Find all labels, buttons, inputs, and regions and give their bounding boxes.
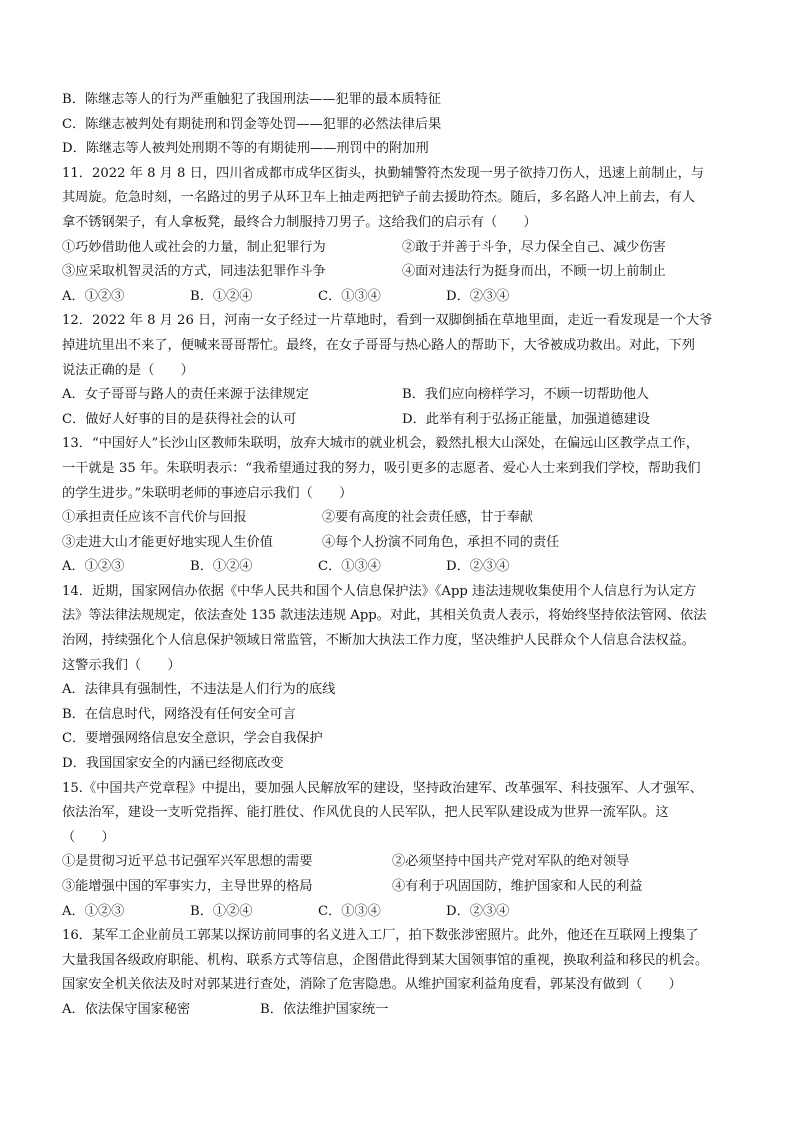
exam-page xyxy=(62,88,742,1023)
q16-option-a: A．依法保守国家秘密 xyxy=(62,1001,191,1017)
q14-option-b: B．在信息时代，网络没有任何安全可言 xyxy=(62,706,296,722)
q11-statement-3: ③应采取机智灵活的方式，同违法犯罪作斗争 xyxy=(62,264,326,280)
q15-choice-c: C．①③④ xyxy=(318,903,381,919)
q15-choice-b: B．①②④ xyxy=(190,903,253,919)
q16-options-row1 xyxy=(62,998,742,1023)
q12-stem-line2: 掉进坑里出不来了，便喊来哥哥帮忙。最终，在女子哥哥与热心路人的帮助下，大爷被成功救出。对此，下列 xyxy=(62,337,695,353)
q13-statement-2: ②要有高度的社会责任感，甘于奉献 xyxy=(322,510,533,526)
q12-option-a: A．女子哥哥与路人的责任来源于法律规定 xyxy=(62,387,309,403)
q15-choice-d: D．②③④ xyxy=(446,903,510,919)
q11-statements-row2 xyxy=(62,260,742,285)
q14-option-c: C．要增强网络信息安全意识，学会自我保护 xyxy=(62,731,323,747)
q15-statement-4: ④有利于巩固国防，维护国家和人民的利益 xyxy=(392,879,643,894)
q12-option-d: D．此举有利于弘扬正能量，加强道德建设 xyxy=(402,411,650,427)
q12-stem-line1: 12．2022 年 8 月 26 日，河南一女子经过一片草地时，看到一双脚倒插在草地里面，走近一看发现是一个大爷 xyxy=(62,313,713,329)
q15-statement-1: ①是贯彻习近平总书记强军兴军思想的需要 xyxy=(62,854,313,870)
q13-stem-line1: 13．“中国好人”长沙山区教师朱联明，放弃大城市的就业机会，毅然扎根大山深处，在偏远山区教学点工作， xyxy=(62,436,699,452)
q13-choice-d: D．②③④ xyxy=(446,559,510,575)
q12-stem-line3: 说法正确的是（ ） xyxy=(62,362,194,378)
q12-option-b: B．我们应向榜样学习，不顾一切帮助他人 xyxy=(402,387,650,403)
q12-options-row1 xyxy=(62,383,742,408)
q15-statement-2: ②必须坚持中国共产党对军队的绝对领导 xyxy=(392,854,630,870)
q16-stem-line3: 国家安全机关依法及时对郭某进行查处，消除了危害隐患。从维护国家利益角度看，郭某没有做到（ ） xyxy=(62,977,682,993)
q11-choices xyxy=(62,285,742,310)
q14-option-a: A．法律具有强制性，不违法是人们行为的底线 xyxy=(62,682,336,698)
q14-stem-line4: 这警示我们（ ） xyxy=(62,657,181,673)
q15-statements-row1 xyxy=(62,850,742,875)
q14-stem-line2: 法》等法律法规规定，依法查处 135 款违法违规 App。对此，其相关负责人表示，将始终坚持依法管网、依法 xyxy=(62,608,707,624)
q13-statement-4: ④每个人扮演不同角色，承担不同的责任 xyxy=(322,534,560,550)
q14-stem-line1: 14．近期，国家网信办依据《中华人民共和国个人信息保护法》《App 违法违规收集使用个人信息行为认定方 xyxy=(62,583,697,599)
q11-stem-line3: 拿不锈钢架子，有人拿板凳，最终合力制服持刀男子。这给我们的启示有（ ） xyxy=(62,214,537,230)
q13-stem-line2: 一干就是 35 年。朱联明表示：“我希望通过我的努力，吸引更多的志愿者、爱心人士来到我们学校，帮助我们 xyxy=(62,460,701,476)
q16-stem-line2: 大量我国各级政府职能、机构、联系方式等信息，企图借此得到某大国领事馆的重视，换取利益和移民的机会。 xyxy=(62,952,709,968)
q14-stem-line3: 治网，持续强化个人信息保护领域日常监管，不断加大执法工作力度，坚决维护人民群众个人信息合法权益。 xyxy=(62,633,695,649)
q13-statement-1: ①承担责任应该不言代价与回报 xyxy=(62,510,247,526)
q11-statement-4: ④面对违法行为挺身而出，不顾一切上前制止 xyxy=(402,264,666,280)
q15-statements-row2 xyxy=(62,875,742,900)
q11-statements-row1 xyxy=(62,236,742,261)
q11-stem-line1: 11．2022 年 8 月 8 日，四川省成都市成华区街头，执勤辅警符杰发现一男子欲持刀伤人，迅速上前制止，与 xyxy=(62,165,704,181)
q11-choice-c: C．①③④ xyxy=(318,288,381,304)
q13-choice-b: B．①②④ xyxy=(190,559,253,575)
q13-statements-row2 xyxy=(62,531,742,556)
q13-statement-3: ③走进大山才能更好地实现人生价值 xyxy=(62,534,273,550)
q16-stem-line1: 16．某军工企业前员工郭某以探访前同事的名义进入工厂，拍下数张涉密照片。此外，他还在互联网上搜集了 xyxy=(62,928,699,944)
q15-stem-line3: （ ） xyxy=(62,829,115,845)
q13-choice-a: A．①②③ xyxy=(62,559,125,575)
q11-stem-line2: 其周旋。危急时刻，一名路过的男子从环卫车上抽走两把铲子前去援助符杰。随后，多名路人冲上前去，有人 xyxy=(62,190,695,206)
q13-statements-row1 xyxy=(62,506,742,531)
q13-choices xyxy=(62,555,742,580)
q15-statement-3: ③能增强中国的军事实力，主导世界的格局 xyxy=(62,879,313,894)
q12-option-c: C．做好人好事的目的是获得社会的认可 xyxy=(62,411,297,427)
q10-option-d: D．陈继志等人被判处刑期不等的有期徒刑——刑罚中的附加刑 xyxy=(62,141,429,157)
q12-options-row2 xyxy=(62,408,742,433)
q11-statement-2: ②敢于并善于斗争，尽力保全自己、减少伤害 xyxy=(402,239,666,255)
q11-choice-b: B．①②④ xyxy=(190,288,253,304)
q16-option-b: B．依法维护国家统一 xyxy=(260,1001,389,1017)
q14-option-d: D．我国国家安全的内涵已经彻底改变 xyxy=(62,756,284,772)
q11-choice-a: A．①②③ xyxy=(62,288,125,304)
q11-statement-1: ①巧妙借助他人或社会的力量，制止犯罪行为 xyxy=(62,239,326,255)
q15-choice-a: A．①②③ xyxy=(62,903,125,919)
q15-stem-line1: 15.《中国共产党章程》中提出，要加强人民解放军的建设，坚持政治建军、改革强军、科技强军、人才强军、 xyxy=(62,780,703,796)
q10-option-c: C．陈继志被判处有期徒刑和罚金等处罚——犯罪的必然法律后果 xyxy=(62,116,442,132)
q10-option-b: B．陈继志等人的行为严重触犯了我国刑法——犯罪的最本质特征 xyxy=(62,92,441,107)
q15-choices xyxy=(62,900,742,925)
q13-stem-line3: 的学生进步。”朱联明老师的事迹启示我们（ ） xyxy=(62,485,353,501)
q15-stem-line2: 依法治军，建设一支听党指挥、能打胜仗、作风优良的人民军队，把人民军队建设成为世界一流军队。这 xyxy=(62,805,669,821)
q11-choice-d: D．②③④ xyxy=(446,288,510,304)
q13-choice-c: C．①③④ xyxy=(318,559,381,575)
